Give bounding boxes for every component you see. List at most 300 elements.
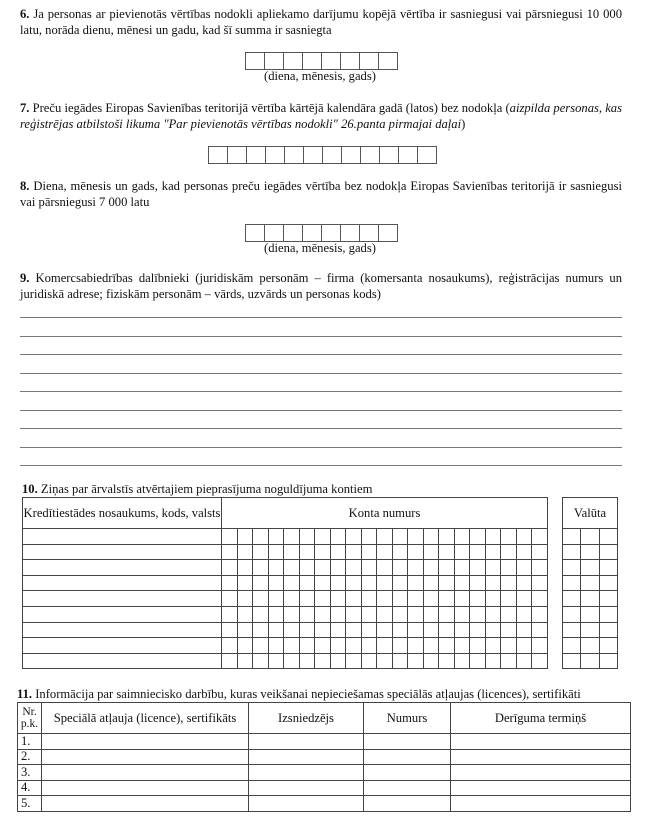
account-digit-cell[interactable] (222, 529, 238, 545)
section-8-date-input[interactable] (245, 224, 398, 242)
account-digit-cell[interactable] (392, 638, 408, 654)
account-digit-cell[interactable] (237, 591, 253, 607)
bank-cell[interactable] (23, 529, 222, 545)
account-digit-cell[interactable] (361, 606, 377, 622)
account-digit-cell[interactable] (485, 560, 501, 576)
account-digit-cell[interactable] (222, 591, 238, 607)
date-digit-box[interactable] (303, 52, 322, 70)
account-digit-cell[interactable] (423, 560, 439, 576)
account-digit-cell[interactable] (532, 529, 548, 545)
account-row (23, 653, 548, 669)
account-digit-cell[interactable] (454, 653, 470, 669)
bank-cell[interactable] (23, 575, 222, 591)
account-digit-cell[interactable] (237, 606, 253, 622)
currency-letter-cell[interactable] (599, 529, 617, 545)
currency-letter-cell[interactable] (563, 560, 581, 576)
account-digit-cell[interactable] (330, 653, 346, 669)
bank-cell[interactable] (23, 544, 222, 560)
account-digit-cell[interactable] (361, 622, 377, 638)
account-digit-cell[interactable] (408, 622, 424, 638)
account-digit-cell[interactable] (408, 544, 424, 560)
account-digit-cell[interactable] (268, 653, 284, 669)
currency-letter-cell[interactable] (581, 638, 599, 654)
currency-letter-cell[interactable] (563, 591, 581, 607)
account-digit-cell[interactable] (268, 638, 284, 654)
account-digit-cell[interactable] (284, 575, 300, 591)
account-digit-cell[interactable] (470, 653, 486, 669)
account-digit-cell[interactable] (408, 591, 424, 607)
account-digit-cell[interactable] (361, 653, 377, 669)
section-7-amount-input[interactable] (208, 146, 437, 164)
account-digit-cell[interactable] (284, 638, 300, 654)
date-digit-box[interactable] (322, 224, 341, 242)
account-digit-cell[interactable] (361, 638, 377, 654)
validity-cell[interactable] (451, 796, 631, 812)
account-digit-cell[interactable] (423, 575, 439, 591)
account-digit-cell[interactable] (222, 575, 238, 591)
account-digit-cell[interactable] (253, 560, 269, 576)
account-digit-cell[interactable] (423, 529, 439, 545)
account-digit-cell[interactable] (377, 591, 393, 607)
account-digit-cell[interactable] (377, 606, 393, 622)
amount-digit-box[interactable] (361, 146, 380, 164)
account-row (23, 606, 548, 622)
account-digit-cell[interactable] (408, 560, 424, 576)
account-digit-cell[interactable] (532, 622, 548, 638)
account-digit-cell[interactable] (470, 606, 486, 622)
participant-entry-line[interactable] (20, 410, 622, 411)
account-digit-cell[interactable] (330, 638, 346, 654)
account-digit-cell[interactable] (392, 606, 408, 622)
account-digit-cell[interactable] (237, 622, 253, 638)
currency-letter-cell[interactable] (581, 622, 599, 638)
amount-digit-box[interactable] (399, 146, 418, 164)
account-digit-cell[interactable] (470, 638, 486, 654)
account-digit-cell[interactable] (222, 638, 238, 654)
account-digit-cell[interactable] (377, 638, 393, 654)
licence-header: Speciālā atļauja (licence), sertifikāts (42, 703, 249, 734)
validity-cell[interactable] (451, 749, 631, 765)
issuer-cell[interactable] (249, 765, 364, 781)
account-digit-cell[interactable] (253, 653, 269, 669)
account-digit-cell[interactable] (361, 560, 377, 576)
account-digit-cell[interactable] (392, 560, 408, 576)
amount-digit-box[interactable] (266, 146, 285, 164)
account-digit-cell[interactable] (485, 622, 501, 638)
account-digit-cell[interactable] (532, 560, 548, 576)
date-digit-box[interactable] (360, 52, 379, 70)
bank-cell[interactable] (23, 653, 222, 669)
account-digit-cell[interactable] (408, 653, 424, 669)
account-digit-cell[interactable] (299, 544, 315, 560)
currency-letter-cell[interactable] (581, 591, 599, 607)
participant-entry-line[interactable] (20, 447, 622, 448)
account-digit-cell[interactable] (532, 606, 548, 622)
account-digit-cell[interactable] (439, 560, 455, 576)
participant-entry-line[interactable] (20, 336, 622, 337)
number-cell[interactable] (364, 765, 451, 781)
participant-entry-line[interactable] (20, 373, 622, 374)
account-digit-cell[interactable] (501, 638, 517, 654)
account-digit-cell[interactable] (268, 544, 284, 560)
issuer-cell[interactable] (249, 780, 364, 796)
bank-cell[interactable] (23, 622, 222, 638)
amount-digit-box[interactable] (342, 146, 361, 164)
account-digit-cell[interactable] (454, 606, 470, 622)
issuer-cell[interactable] (249, 796, 364, 812)
account-digit-cell[interactable] (423, 606, 439, 622)
participant-entry-line[interactable] (20, 354, 622, 355)
licences-table (17, 702, 631, 812)
account-digit-cell[interactable] (377, 529, 393, 545)
account-digit-cell[interactable] (408, 575, 424, 591)
account-digit-cell[interactable] (439, 622, 455, 638)
account-digit-cell[interactable] (485, 591, 501, 607)
account-digit-cell[interactable] (237, 529, 253, 545)
account-digit-cell[interactable] (470, 622, 486, 638)
account-digit-cell[interactable] (253, 529, 269, 545)
account-digit-cell[interactable] (439, 529, 455, 545)
account-digit-cell[interactable] (237, 638, 253, 654)
validity-cell[interactable] (451, 765, 631, 781)
amount-digit-box[interactable] (228, 146, 247, 164)
currency-letter-cell[interactable] (581, 544, 599, 560)
account-digit-cell[interactable] (501, 529, 517, 545)
account-digit-cell[interactable] (346, 622, 362, 638)
account-digit-cell[interactable] (268, 591, 284, 607)
account-digit-cell[interactable] (237, 653, 253, 669)
account-digit-cell[interactable] (315, 606, 331, 622)
account-digit-cell[interactable] (299, 638, 315, 654)
account-digit-cell[interactable] (377, 544, 393, 560)
account-digit-cell[interactable] (408, 529, 424, 545)
bank-cell[interactable] (23, 560, 222, 576)
account-digit-cell[interactable] (485, 653, 501, 669)
account-digit-cell[interactable] (501, 544, 517, 560)
account-digit-cell[interactable] (392, 575, 408, 591)
date-digit-box[interactable] (341, 52, 360, 70)
account-digit-cell[interactable] (330, 544, 346, 560)
section-11-number: 11. (17, 687, 33, 701)
licence-cell[interactable] (42, 780, 249, 796)
account-digit-cell[interactable] (377, 560, 393, 576)
account-digit-cell[interactable] (299, 606, 315, 622)
currency-letter-cell[interactable] (563, 653, 581, 669)
number-cell[interactable] (364, 734, 451, 750)
account-digit-cell[interactable] (454, 591, 470, 607)
account-digit-cell[interactable] (439, 638, 455, 654)
account-digit-cell[interactable] (222, 653, 238, 669)
account-digit-cell[interactable] (315, 529, 331, 545)
amount-digit-box[interactable] (380, 146, 399, 164)
participant-entry-line[interactable] (20, 391, 622, 392)
currency-letter-cell[interactable] (563, 638, 581, 654)
participant-entry-line[interactable] (20, 428, 622, 429)
account-digit-cell[interactable] (470, 544, 486, 560)
account-digit-cell[interactable] (237, 560, 253, 576)
account-digit-cell[interactable] (330, 529, 346, 545)
amount-digit-box[interactable] (247, 146, 266, 164)
account-digit-cell[interactable] (501, 575, 517, 591)
account-digit-cell[interactable] (268, 529, 284, 545)
currency-letter-cell[interactable] (563, 622, 581, 638)
currency-letter-cell[interactable] (581, 606, 599, 622)
number-cell[interactable] (364, 749, 451, 765)
account-digit-cell[interactable] (439, 591, 455, 607)
account-digit-cell[interactable] (501, 560, 517, 576)
licence-cell[interactable] (42, 796, 249, 812)
validity-cell[interactable] (451, 734, 631, 750)
account-digit-cell[interactable] (516, 544, 532, 560)
validity-cell[interactable] (451, 780, 631, 796)
account-digit-cell[interactable] (485, 529, 501, 545)
account-digit-cell[interactable] (501, 653, 517, 669)
account-digit-cell[interactable] (485, 544, 501, 560)
account-digit-cell[interactable] (501, 591, 517, 607)
participant-entry-line[interactable] (20, 465, 622, 466)
account-digit-cell[interactable] (330, 591, 346, 607)
date-digit-box[interactable] (303, 224, 322, 242)
account-digit-cell[interactable] (346, 560, 362, 576)
currency-letter-cell[interactable] (599, 638, 617, 654)
account-digit-cell[interactable] (253, 544, 269, 560)
account-digit-cell[interactable] (315, 544, 331, 560)
account-digit-cell[interactable] (346, 575, 362, 591)
account-digit-cell[interactable] (330, 622, 346, 638)
account-digit-cell[interactable] (532, 575, 548, 591)
date-digit-box[interactable] (360, 224, 379, 242)
account-digit-cell[interactable] (253, 591, 269, 607)
date-digit-box[interactable] (265, 52, 284, 70)
account-digit-cell[interactable] (439, 606, 455, 622)
account-digit-cell[interactable] (315, 653, 331, 669)
account-digit-cell[interactable] (330, 606, 346, 622)
validity-header: Derīguma termiņš (451, 703, 631, 734)
date-digit-box[interactable] (246, 52, 265, 70)
account-digit-cell[interactable] (299, 622, 315, 638)
account-digit-cell[interactable] (454, 560, 470, 576)
date-digit-box[interactable] (284, 224, 303, 242)
account-digit-cell[interactable] (439, 653, 455, 669)
account-digit-cell[interactable] (532, 653, 548, 669)
account-digit-cell[interactable] (284, 560, 300, 576)
currency-letter-cell[interactable] (563, 575, 581, 591)
currency-letter-cell[interactable] (563, 529, 581, 545)
date-digit-box[interactable] (322, 52, 341, 70)
account-digit-cell[interactable] (485, 606, 501, 622)
account-digit-cell[interactable] (423, 544, 439, 560)
account-digit-cell[interactable] (485, 638, 501, 654)
account-digit-cell[interactable] (377, 653, 393, 669)
account-digit-cell[interactable] (423, 638, 439, 654)
account-digit-cell[interactable] (346, 606, 362, 622)
account-digit-cell[interactable] (377, 622, 393, 638)
account-digit-cell[interactable] (516, 575, 532, 591)
account-digit-cell[interactable] (377, 575, 393, 591)
section-6-number: 6. (20, 7, 30, 21)
section-7-question: Preču iegādes Eiropas Savienības teritorijā vērtība kārtējā kalendāra gadā (latos) bez nodokļa ( (29, 101, 510, 115)
account-digit-cell[interactable] (516, 622, 532, 638)
account-digit-cell[interactable] (299, 575, 315, 591)
account-row (23, 591, 548, 607)
account-digit-cell[interactable] (470, 591, 486, 607)
account-digit-cell[interactable] (392, 653, 408, 669)
account-digit-cell[interactable] (454, 622, 470, 638)
account-digit-cell[interactable] (454, 575, 470, 591)
account-digit-cell[interactable] (423, 653, 439, 669)
account-digit-cell[interactable] (268, 622, 284, 638)
bank-cell[interactable] (23, 606, 222, 622)
account-digit-cell[interactable] (532, 591, 548, 607)
licence-cell[interactable] (42, 734, 249, 750)
currency-row (563, 653, 618, 669)
currency-letter-cell[interactable] (581, 653, 599, 669)
account-digit-cell[interactable] (284, 653, 300, 669)
licence-cell[interactable] (42, 749, 249, 765)
participant-entry-line[interactable] (20, 317, 622, 318)
currency-letter-cell[interactable] (581, 529, 599, 545)
account-digit-cell[interactable] (284, 544, 300, 560)
account-digit-cell[interactable] (516, 653, 532, 669)
account-digit-cell[interactable] (222, 622, 238, 638)
issuer-cell[interactable] (249, 749, 364, 765)
account-digit-cell[interactable] (346, 653, 362, 669)
account-digit-cell[interactable] (284, 606, 300, 622)
section-6-date-input[interactable] (245, 52, 398, 70)
currency-letter-cell[interactable] (563, 606, 581, 622)
account-digit-cell[interactable] (222, 606, 238, 622)
currency-letter-cell[interactable] (599, 606, 617, 622)
currency-letter-cell[interactable] (599, 591, 617, 607)
bank-cell[interactable] (23, 591, 222, 607)
account-digit-cell[interactable] (284, 591, 300, 607)
amount-digit-box[interactable] (323, 146, 342, 164)
currency-row (563, 638, 618, 654)
currency-letter-cell[interactable] (599, 544, 617, 560)
account-digit-cell[interactable] (470, 575, 486, 591)
currency-letter-cell[interactable] (599, 622, 617, 638)
account-digit-cell[interactable] (516, 560, 532, 576)
date-digit-box[interactable] (379, 224, 398, 242)
licence-cell[interactable] (42, 765, 249, 781)
account-digit-cell[interactable] (346, 638, 362, 654)
account-digit-cell[interactable] (299, 529, 315, 545)
account-digit-cell[interactable] (470, 560, 486, 576)
account-digit-cell[interactable] (268, 560, 284, 576)
account-digit-cell[interactable] (299, 653, 315, 669)
date-digit-box[interactable] (265, 224, 284, 242)
account-digit-cell[interactable] (454, 638, 470, 654)
number-cell[interactable] (364, 796, 451, 812)
amount-digit-box[interactable] (304, 146, 323, 164)
account-digit-cell[interactable] (315, 560, 331, 576)
amount-digit-box[interactable] (209, 146, 228, 164)
date-digit-box[interactable] (379, 52, 398, 70)
account-digit-cell[interactable] (532, 638, 548, 654)
account-digit-cell[interactable] (392, 622, 408, 638)
date-digit-box[interactable] (284, 52, 303, 70)
currency-letter-cell[interactable] (599, 575, 617, 591)
currency-letter-cell[interactable] (563, 544, 581, 560)
account-digit-cell[interactable] (392, 529, 408, 545)
account-digit-cell[interactable] (330, 575, 346, 591)
account-digit-cell[interactable] (361, 529, 377, 545)
account-digit-cell[interactable] (423, 622, 439, 638)
currency-letter-cell[interactable] (599, 560, 617, 576)
account-digit-cell[interactable] (315, 638, 331, 654)
account-digit-cell[interactable] (392, 544, 408, 560)
account-digit-cell[interactable] (253, 575, 269, 591)
account-digit-cell[interactable] (222, 560, 238, 576)
account-digit-cell[interactable] (330, 560, 346, 576)
currency-letter-cell[interactable] (599, 653, 617, 669)
account-digit-cell[interactable] (532, 544, 548, 560)
bank-cell[interactable] (23, 638, 222, 654)
licence-row (18, 765, 631, 781)
currency-row (563, 591, 618, 607)
account-digit-cell[interactable] (439, 544, 455, 560)
account-digit-cell[interactable] (408, 606, 424, 622)
currency-letter-cell[interactable] (581, 575, 599, 591)
currency-row (563, 575, 618, 591)
account-digit-cell[interactable] (516, 529, 532, 545)
account-digit-cell[interactable] (284, 622, 300, 638)
account-digit-cell[interactable] (516, 591, 532, 607)
currency-header: Valūta (563, 498, 618, 529)
account-digit-cell[interactable] (222, 544, 238, 560)
account-digit-cell[interactable] (253, 638, 269, 654)
amount-digit-box[interactable] (418, 146, 437, 164)
account-digit-cell[interactable] (253, 606, 269, 622)
amount-digit-box[interactable] (285, 146, 304, 164)
date-digit-box[interactable] (341, 224, 360, 242)
account-digit-cell[interactable] (392, 591, 408, 607)
account-digit-cell[interactable] (315, 575, 331, 591)
account-digit-cell[interactable] (361, 544, 377, 560)
account-digit-cell[interactable] (268, 606, 284, 622)
account-digit-cell[interactable] (439, 575, 455, 591)
account-digit-cell[interactable] (454, 529, 470, 545)
account-digit-cell[interactable] (501, 606, 517, 622)
account-digit-cell[interactable] (408, 638, 424, 654)
account-digit-cell[interactable] (299, 560, 315, 576)
account-digit-cell[interactable] (237, 544, 253, 560)
currency-letter-cell[interactable] (581, 560, 599, 576)
account-digit-cell[interactable] (253, 622, 269, 638)
account-digit-cell[interactable] (470, 529, 486, 545)
issuer-cell[interactable] (249, 734, 364, 750)
account-digit-cell[interactable] (516, 606, 532, 622)
account-digit-cell[interactable] (315, 591, 331, 607)
account-digit-cell[interactable] (346, 591, 362, 607)
account-digit-cell[interactable] (485, 575, 501, 591)
account-digit-cell[interactable] (284, 529, 300, 545)
account-digit-cell[interactable] (346, 529, 362, 545)
account-digit-cell[interactable] (299, 591, 315, 607)
account-digit-cell[interactable] (501, 622, 517, 638)
account-digit-cell[interactable] (454, 544, 470, 560)
account-digit-cell[interactable] (516, 638, 532, 654)
number-cell[interactable] (364, 780, 451, 796)
date-digit-box[interactable] (246, 224, 265, 242)
account-digit-cell[interactable] (361, 591, 377, 607)
account-digit-cell[interactable] (268, 575, 284, 591)
account-digit-cell[interactable] (361, 575, 377, 591)
account-digit-cell[interactable] (423, 591, 439, 607)
account-digit-cell[interactable] (315, 622, 331, 638)
account-digit-cell[interactable] (346, 544, 362, 560)
account-digit-cell[interactable] (237, 575, 253, 591)
